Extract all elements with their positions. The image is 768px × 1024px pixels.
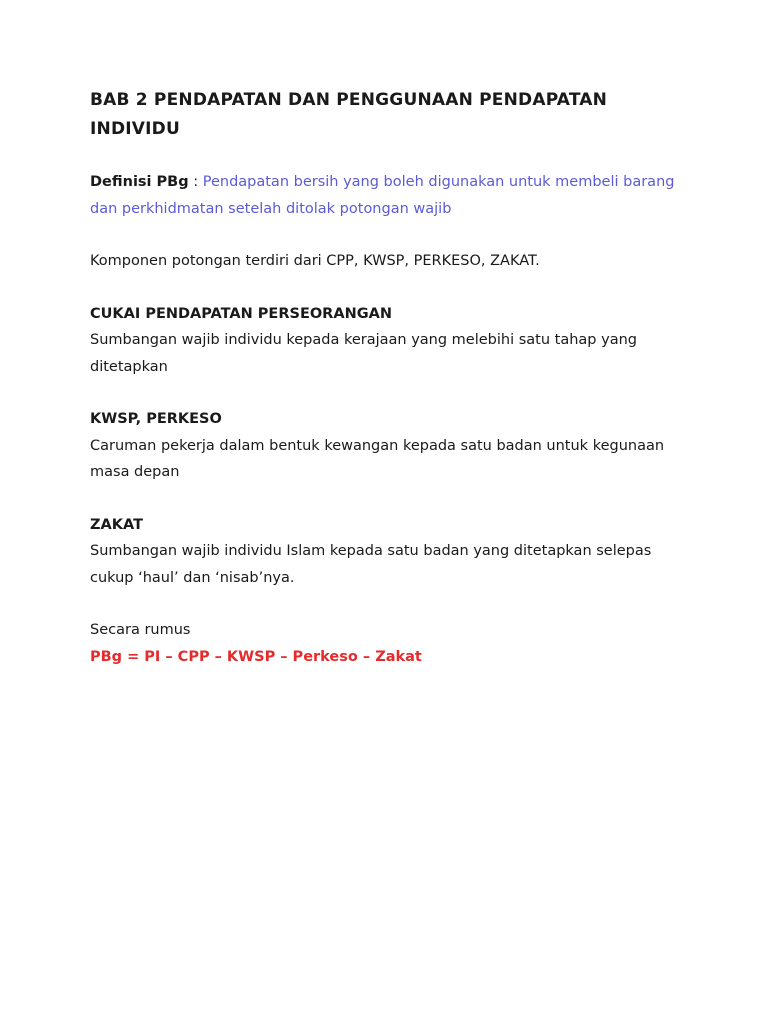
definition-term: Definisi PBg [90,174,189,190]
section-heading-zakat: ZAKAT [90,516,143,533]
spacer [90,144,690,169]
section-body-kwsp: Caruman pekerja dalam bentuk kewangan kepada satu badan untuk kegunaan masa depan [90,437,665,480]
formula: PBg = PI – CPP – KWSP – Perkeso – Zakat [90,648,422,665]
spacer [90,380,690,406]
document-title: BAB 2 PENDAPATAN DAN PENGGUNAAN PENDAPATAN INDIVIDU [90,90,608,139]
spacer [90,591,690,617]
definition-paragraph [90,169,690,222]
definition-separator: : [188,174,203,190]
document-content [90,86,690,670]
section-heading-cukai: CUKAI PENDAPATAN PERSEORANGAN [90,305,392,322]
section-body-zakat: Sumbangan wajib individu Islam kepada satu badan yang ditetapkan selepas cukup ‘haul’ dan ‘nisab’nya. [90,543,652,586]
formula-intro: Secara rumus [90,622,191,638]
spacer [90,486,690,512]
section-heading-kwsp: KWSP, PERKESO [90,411,222,427]
definition-text: Pendapatan bersih yang boleh digunakan untuk membeli barang dan perkhidmatan setelah ditolak potongan wajib [90,174,675,217]
components-paragraph: Komponen potongan terdiri dari CPP, KWSP, PERKESO, ZAKAT. [90,253,540,269]
spacer [90,222,690,248]
spacer [90,275,690,301]
section-body-cukai: Sumbangan wajib individu kepada kerajaan yang melebihi satu tahap yang ditetapkan [90,332,637,375]
